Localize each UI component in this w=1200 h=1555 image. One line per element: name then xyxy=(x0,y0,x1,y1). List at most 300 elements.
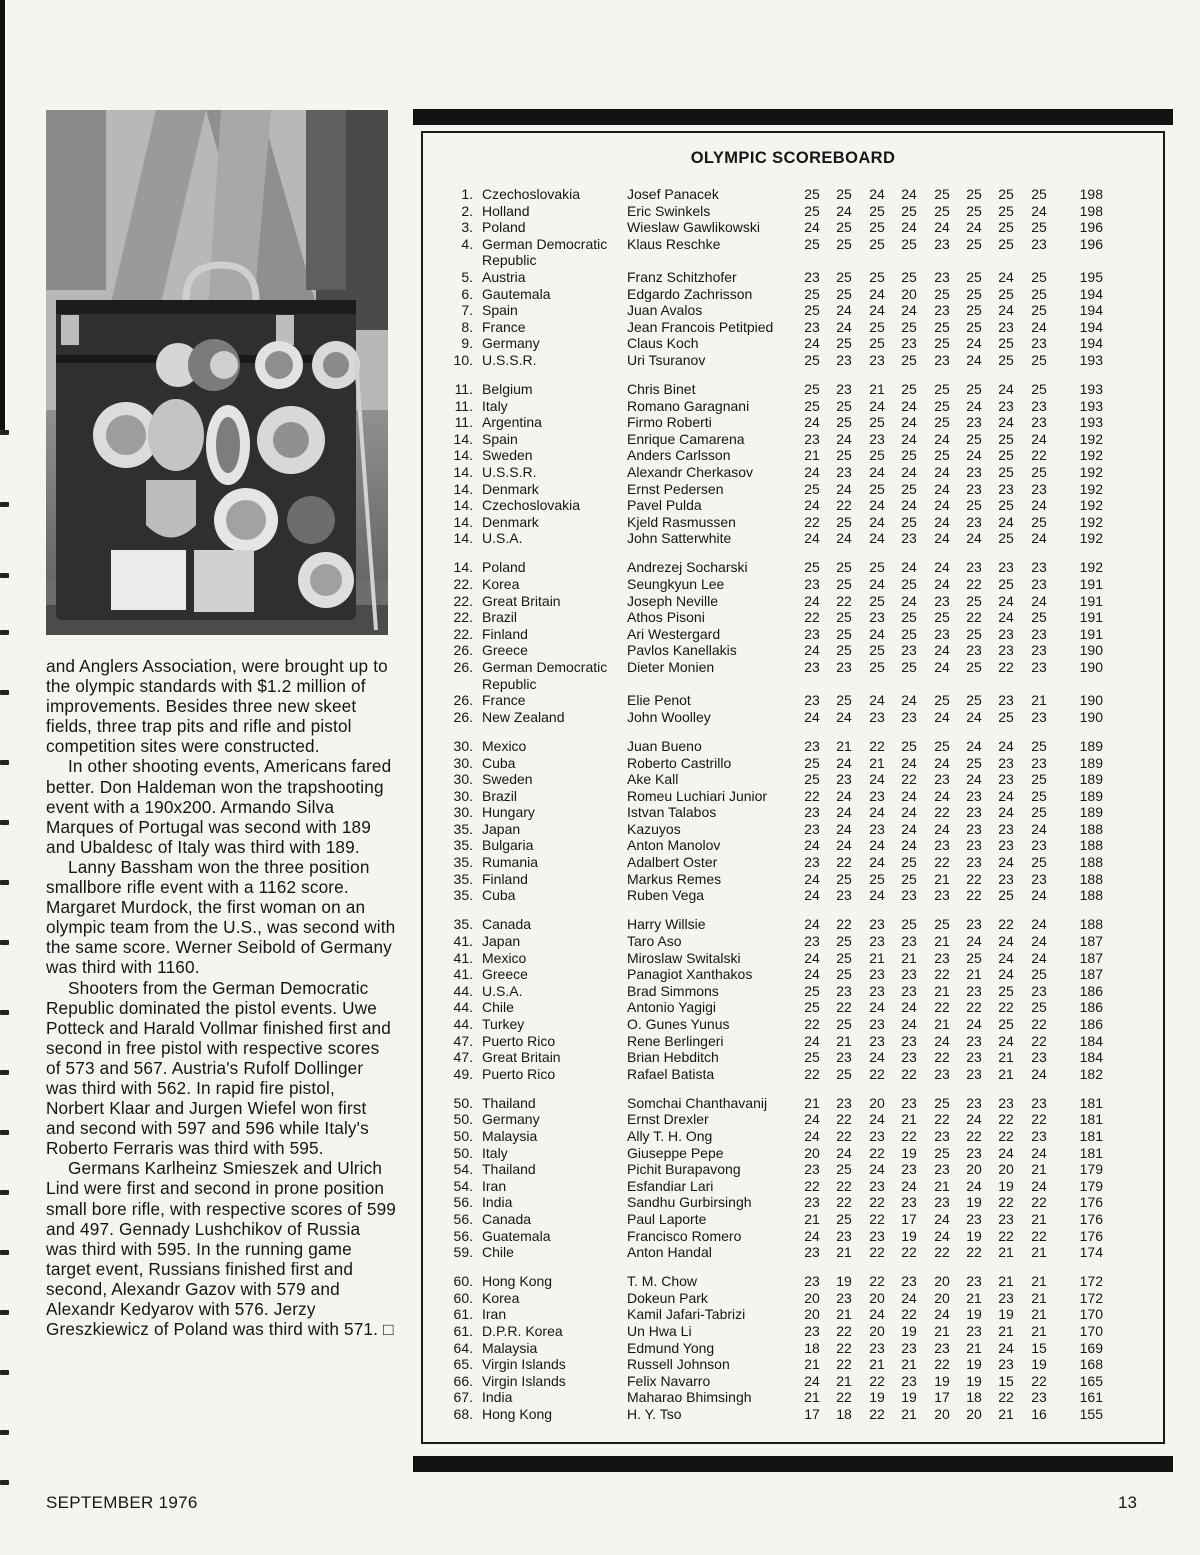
total-score-cell: 189 xyxy=(1079,737,1103,754)
country-cell: U.S.S.R. xyxy=(482,464,537,480)
country-cell: Hong Kong xyxy=(482,1405,553,1422)
rank-cell: 35. xyxy=(453,887,473,904)
rank-cell: 22. xyxy=(453,609,473,626)
round-score-cell: 24 xyxy=(998,804,1014,821)
rank-cell: 2. xyxy=(461,202,473,219)
round-score-cell: 22 xyxy=(998,916,1014,933)
total-score-cell: 196 xyxy=(1079,235,1103,252)
score-row xyxy=(423,447,1163,464)
round-score-cell: 25 xyxy=(998,285,1014,302)
round-score-cell: 25 xyxy=(836,1210,852,1227)
round-score-cell: 23 xyxy=(934,351,950,368)
round-score-cell: 19 xyxy=(901,1144,917,1161)
round-score-cell: 22 xyxy=(998,1127,1014,1144)
shooter-name-cell: Sandhu Gurbirsingh xyxy=(627,1194,752,1211)
round-score-cell: 21 xyxy=(998,1244,1014,1261)
round-score-cell: 23 xyxy=(934,1339,950,1356)
round-score-cell: 22 xyxy=(966,999,982,1016)
round-score-cell: 22 xyxy=(901,1127,917,1144)
round-score-cell: 21 xyxy=(804,1356,820,1373)
shooter-name-cell: Franz Schitzhofer xyxy=(627,268,737,285)
round-score-cell: 24 xyxy=(934,464,950,480)
country-cell-continuation: Republic xyxy=(482,252,537,269)
country-cell: Italy xyxy=(482,397,508,414)
round-score-cell: 24 xyxy=(1031,1144,1047,1161)
country-cell: Korea xyxy=(482,576,520,593)
score-row xyxy=(423,1228,1163,1245)
rank-cell: 14. xyxy=(453,530,473,547)
rank-cell: 30. xyxy=(453,754,473,771)
shooter-name-cell: John Woolley xyxy=(627,708,711,725)
round-score-cell: 25 xyxy=(836,235,852,252)
round-score-cell: 24 xyxy=(804,335,820,352)
round-score-cell: 24 xyxy=(1031,949,1047,966)
score-row xyxy=(423,464,1163,481)
shooter-name-cell: Anton Manolov xyxy=(627,837,721,854)
round-score-cell: 23 xyxy=(804,1323,820,1339)
round-score-cell: 24 xyxy=(1031,530,1047,547)
round-score-cell: 24 xyxy=(869,530,885,547)
score-row xyxy=(423,203,1163,220)
shooter-name-cell: Adalbert Oster xyxy=(627,854,718,871)
round-score-cell: 25 xyxy=(998,219,1014,236)
score-row xyxy=(423,871,1163,888)
round-score-cell: 24 xyxy=(966,771,982,788)
round-score-cell: 24 xyxy=(836,480,852,497)
rank-cell: 35. xyxy=(453,854,473,871)
round-score-cell: 25 xyxy=(869,235,885,252)
round-score-cell: 23 xyxy=(998,771,1014,788)
shooter-name-cell: Russell Johnson xyxy=(627,1356,730,1373)
round-score-cell: 23 xyxy=(836,771,852,788)
round-score-cell: 22 xyxy=(1031,1194,1047,1211)
round-score-cell: 23 xyxy=(1031,235,1047,252)
round-score-cell: 22 xyxy=(869,1244,885,1261)
shooter-name-cell: Brian Hebditch xyxy=(627,1049,719,1066)
rank-cell: 14. xyxy=(453,480,473,497)
country-cell: Korea xyxy=(482,1289,520,1306)
total-score-cell: 179 xyxy=(1079,1177,1103,1194)
country-cell: Argentina xyxy=(482,414,542,431)
round-score-cell: 23 xyxy=(901,708,917,725)
round-score-cell: 24 xyxy=(966,1111,982,1128)
round-score-cell: 24 xyxy=(869,1161,885,1178)
rank-cell: 47. xyxy=(453,1049,473,1066)
score-row xyxy=(423,983,1163,1000)
round-score-cell: 19 xyxy=(966,1194,982,1211)
round-score-cell: 23 xyxy=(998,559,1014,576)
article-paragraph: and Anglers Association, were brought up to the olympic standards with $1.2 million of improvements. Besides three new skeet fields, three trap pits and rifle and pistol competition sites were constructed. xyxy=(46,656,388,757)
total-score-cell: 189 xyxy=(1079,771,1103,788)
round-score-cell: 24 xyxy=(804,1127,820,1144)
round-score-cell: 23 xyxy=(966,559,982,576)
total-score-cell: 176 xyxy=(1079,1210,1103,1227)
total-score-cell: 184 xyxy=(1079,1049,1103,1066)
total-score-cell: 194 xyxy=(1079,335,1103,352)
total-score-cell: 191 xyxy=(1079,576,1103,593)
round-score-cell: 24 xyxy=(869,497,885,514)
round-score-cell: 23 xyxy=(998,870,1014,887)
round-score-cell: 23 xyxy=(869,1227,885,1244)
round-score-cell: 25 xyxy=(966,592,982,609)
round-score-cell: 21 xyxy=(901,1356,917,1373)
round-score-cell: 19 xyxy=(836,1273,852,1290)
round-score-cell: 22 xyxy=(998,1111,1014,1128)
total-score-cell: 169 xyxy=(1079,1339,1103,1356)
round-score-cell: 24 xyxy=(836,302,852,319)
round-score-cell: 25 xyxy=(804,235,820,252)
round-score-cell: 22 xyxy=(836,1111,852,1128)
round-score-cell: 21 xyxy=(998,1065,1014,1082)
score-row-continuation xyxy=(423,252,1163,269)
round-score-cell: 20 xyxy=(804,1289,820,1306)
round-score-cell: 24 xyxy=(966,737,982,754)
round-score-cell: 20 xyxy=(934,1405,950,1422)
round-score-cell: 23 xyxy=(934,1127,950,1144)
round-score-cell: 25 xyxy=(869,659,885,676)
round-score-cell: 23 xyxy=(998,480,1014,497)
score-row xyxy=(423,692,1163,709)
round-score-cell: 25 xyxy=(966,381,982,398)
round-score-cell: 25 xyxy=(934,381,950,398)
round-score-cell: 25 xyxy=(1031,513,1047,530)
round-score-cell: 25 xyxy=(836,186,852,202)
round-score-cell: 23 xyxy=(966,982,982,999)
round-score-cell: 24 xyxy=(998,932,1014,949)
rank-cell: 30. xyxy=(453,737,473,754)
round-score-cell: 24 xyxy=(836,787,852,804)
round-score-cell: 24 xyxy=(998,302,1014,319)
country-cell: Sweden xyxy=(482,771,533,788)
round-score-cell: 25 xyxy=(804,381,820,398)
round-score-cell: 22 xyxy=(934,999,950,1016)
page-number: 13 xyxy=(1118,1493,1137,1512)
round-score-cell: 22 xyxy=(836,916,852,933)
score-row xyxy=(423,1244,1163,1261)
country-cell: Greece xyxy=(482,642,528,659)
shooter-name-cell: Harry Willsie xyxy=(627,916,706,933)
round-score-cell: 25 xyxy=(934,335,950,352)
round-score-cell: 22 xyxy=(966,870,982,887)
round-score-cell: 24 xyxy=(869,1306,885,1323)
round-score-cell: 24 xyxy=(804,916,820,933)
round-score-cell: 24 xyxy=(934,559,950,576)
round-score-cell: 21 xyxy=(934,870,950,887)
round-score-cell: 23 xyxy=(804,1273,820,1290)
rank-cell: 59. xyxy=(453,1244,473,1261)
round-score-cell: 23 xyxy=(1031,576,1047,593)
shooter-name-cell: Chris Binet xyxy=(627,381,696,398)
shooter-name-cell: Taro Aso xyxy=(627,932,682,949)
shooter-name-cell: Brad Simmons xyxy=(627,982,719,999)
suitcase-with-travel-stickers-photo xyxy=(46,110,388,635)
round-score-cell: 23 xyxy=(998,642,1014,659)
round-score-cell: 24 xyxy=(869,837,885,854)
issue-date: SEPTEMBER 1976 xyxy=(46,1493,198,1512)
round-score-cell: 23 xyxy=(804,932,820,949)
total-score-cell: 189 xyxy=(1079,754,1103,771)
country-cell: D.P.R. Korea xyxy=(482,1323,563,1339)
shooter-name-cell: Romano Garagnani xyxy=(627,397,750,414)
rank-cell: 41. xyxy=(453,949,473,966)
round-score-cell: 23 xyxy=(836,464,852,480)
rank-cell: 64. xyxy=(453,1339,473,1356)
round-score-cell: 22 xyxy=(869,1405,885,1422)
total-score-cell: 191 xyxy=(1079,625,1103,642)
round-score-cell: 22 xyxy=(934,1356,950,1373)
rank-cell: 14. xyxy=(453,559,473,576)
round-score-cell: 22 xyxy=(901,771,917,788)
score-row xyxy=(423,609,1163,626)
round-score-cell: 24 xyxy=(804,1111,820,1128)
round-score-cell: 19 xyxy=(966,1372,982,1389)
round-score-cell: 23 xyxy=(869,609,885,626)
round-score-cell: 25 xyxy=(966,659,982,676)
round-score-cell: 25 xyxy=(966,302,982,319)
round-score-cell: 24 xyxy=(804,1372,820,1389)
rank-cell: 14. xyxy=(453,430,473,447)
round-score-cell: 24 xyxy=(934,576,950,593)
shooter-name-cell: Paul Laporte xyxy=(627,1210,707,1227)
shooter-name-cell: Ruben Vega xyxy=(627,887,705,904)
round-score-cell: 20 xyxy=(934,1273,950,1290)
round-score-cell: 21 xyxy=(934,1323,950,1339)
round-score-cell: 23 xyxy=(998,318,1014,335)
total-score-cell: 184 xyxy=(1079,1032,1103,1049)
round-score-cell: 25 xyxy=(998,335,1014,352)
total-score-cell: 192 xyxy=(1079,513,1103,530)
country-cell: Brazil xyxy=(482,787,518,804)
rank-cell: 26. xyxy=(453,642,473,659)
score-row xyxy=(423,1145,1163,1162)
round-score-cell: 25 xyxy=(966,625,982,642)
round-score-cell: 23 xyxy=(966,1049,982,1066)
round-score-cell: 25 xyxy=(804,982,820,999)
score-row xyxy=(423,236,1163,253)
round-score-cell: 23 xyxy=(901,530,917,547)
total-score-cell: 172 xyxy=(1079,1289,1103,1306)
round-score-cell: 21 xyxy=(836,1244,852,1261)
round-score-cell: 23 xyxy=(836,887,852,904)
round-score-cell: 23 xyxy=(966,1323,982,1339)
rank-cell: 5. xyxy=(461,268,473,285)
total-score-cell: 192 xyxy=(1079,447,1103,464)
round-score-cell: 23 xyxy=(998,692,1014,709)
rank-cell: 30. xyxy=(453,771,473,788)
country-cell: Japan xyxy=(482,932,521,949)
score-row xyxy=(423,1323,1163,1340)
round-score-cell: 22 xyxy=(804,1177,820,1194)
score-row xyxy=(423,1356,1163,1373)
round-score-cell: 23 xyxy=(836,1049,852,1066)
shooter-name-cell: John Satterwhite xyxy=(627,530,732,547)
round-score-cell: 21 xyxy=(836,1372,852,1389)
shooter-name-cell: T. M. Chow xyxy=(627,1273,698,1290)
round-score-cell: 21 xyxy=(998,1323,1014,1339)
round-score-cell: 23 xyxy=(901,1372,917,1389)
round-score-cell: 25 xyxy=(836,268,852,285)
country-cell: Cuba xyxy=(482,887,516,904)
total-score-cell: 188 xyxy=(1079,916,1103,933)
score-row xyxy=(423,219,1163,236)
total-score-cell: 194 xyxy=(1079,318,1103,335)
rank-cell: 26. xyxy=(453,692,473,709)
round-score-cell: 18 xyxy=(804,1339,820,1356)
round-score-cell: 23 xyxy=(1031,837,1047,854)
round-score-cell: 22 xyxy=(836,1127,852,1144)
round-score-cell: 22 xyxy=(966,1244,982,1261)
round-score-cell: 23 xyxy=(1031,480,1047,497)
round-score-cell: 24 xyxy=(966,932,982,949)
country-cell: Gautemala xyxy=(482,285,551,302)
score-row xyxy=(423,1340,1163,1357)
shooter-name-cell: Josef Panacek xyxy=(627,186,719,202)
score-row xyxy=(423,709,1163,726)
total-score-cell: 191 xyxy=(1079,592,1103,609)
round-score-cell: 23 xyxy=(804,737,820,754)
round-score-cell: 25 xyxy=(836,335,852,352)
round-score-cell: 25 xyxy=(901,659,917,676)
country-cell: Finland xyxy=(482,625,528,642)
round-score-cell: 25 xyxy=(934,609,950,626)
round-score-cell: 25 xyxy=(901,480,917,497)
shooter-name-cell: Francisco Romero xyxy=(627,1227,742,1244)
total-score-cell: 198 xyxy=(1079,186,1103,202)
round-score-cell: 24 xyxy=(804,464,820,480)
country-cell: Great Britain xyxy=(482,1049,561,1066)
round-score-cell: 22 xyxy=(998,1227,1014,1244)
rank-cell: 35. xyxy=(453,820,473,837)
rank-cell: 61. xyxy=(453,1306,473,1323)
round-score-cell: 25 xyxy=(901,609,917,626)
round-score-cell: 25 xyxy=(998,497,1014,514)
shooter-name-cell: Antonio Yagigi xyxy=(627,999,716,1016)
round-score-cell: 22 xyxy=(1031,1032,1047,1049)
round-score-cell: 22 xyxy=(836,497,852,514)
round-score-cell: 23 xyxy=(804,692,820,709)
score-row xyxy=(423,398,1163,415)
country-cell: Finland xyxy=(482,870,528,887)
total-score-cell: 174 xyxy=(1079,1244,1103,1261)
country-cell-continuation: Republic xyxy=(482,675,537,692)
round-score-cell: 25 xyxy=(998,1015,1014,1032)
round-score-cell: 21 xyxy=(804,447,820,464)
round-score-cell: 24 xyxy=(998,513,1014,530)
round-score-cell: 23 xyxy=(966,1065,982,1082)
rank-cell: 11. xyxy=(454,381,473,398)
round-score-cell: 24 xyxy=(901,837,917,854)
round-score-cell: 22 xyxy=(804,513,820,530)
round-score-cell: 22 xyxy=(1031,1372,1047,1389)
shooter-name-cell: Esfandiar Lari xyxy=(627,1177,714,1194)
round-score-cell: 25 xyxy=(934,186,950,202)
round-score-cell: 24 xyxy=(836,1144,852,1161)
round-score-cell: 23 xyxy=(804,1194,820,1211)
round-score-cell: 22 xyxy=(1031,447,1047,464)
round-score-cell: 23 xyxy=(869,966,885,983)
round-score-cell: 25 xyxy=(966,318,982,335)
round-score-cell: 23 xyxy=(1031,625,1047,642)
round-score-cell: 23 xyxy=(998,625,1014,642)
round-score-cell: 25 xyxy=(966,692,982,709)
round-score-cell: 18 xyxy=(966,1389,982,1406)
country-cell: Malaysia xyxy=(482,1127,538,1144)
rank-cell: 11. xyxy=(454,414,473,431)
round-score-cell: 21 xyxy=(966,1339,982,1356)
round-score-cell: 24 xyxy=(934,787,950,804)
round-score-cell: 17 xyxy=(804,1405,820,1422)
country-cell: Chile xyxy=(482,1244,514,1261)
round-score-cell: 24 xyxy=(901,820,917,837)
round-score-cell: 25 xyxy=(998,235,1014,252)
shooter-name-cell: Klaus Reschke xyxy=(627,235,721,252)
country-cell: Thailand xyxy=(482,1094,536,1111)
round-score-cell: 24 xyxy=(934,430,950,447)
country-cell: Denmark xyxy=(482,480,539,497)
round-score-cell: 23 xyxy=(869,430,885,447)
round-score-cell: 24 xyxy=(869,464,885,480)
rank-cell: 50. xyxy=(453,1127,473,1144)
total-score-cell: 170 xyxy=(1079,1306,1103,1323)
round-score-cell: 23 xyxy=(1031,335,1047,352)
country-cell: Belgium xyxy=(482,381,533,398)
round-score-cell: 23 xyxy=(998,397,1014,414)
country-cell: Germany xyxy=(482,1111,540,1128)
round-score-cell: 25 xyxy=(998,464,1014,480)
group-spacer xyxy=(423,904,1163,917)
round-score-cell: 23 xyxy=(934,592,950,609)
round-score-cell: 24 xyxy=(901,754,917,771)
score-row xyxy=(423,755,1163,772)
round-score-cell: 23 xyxy=(869,787,885,804)
round-score-cell: 21 xyxy=(1031,1273,1047,1290)
shooter-name-cell: Panagiot Xanthakos xyxy=(627,966,753,983)
country-cell: Puerto Rico xyxy=(482,1065,556,1082)
round-score-cell: 24 xyxy=(901,999,917,1016)
score-row xyxy=(423,1373,1163,1390)
rank-cell: 26. xyxy=(453,708,473,725)
round-score-cell: 24 xyxy=(1031,887,1047,904)
round-score-cell: 24 xyxy=(1031,916,1047,933)
score-row xyxy=(423,286,1163,303)
total-score-cell: 192 xyxy=(1079,530,1103,547)
round-score-cell: 25 xyxy=(836,870,852,887)
country-cell: Puerto Rico xyxy=(482,1032,556,1049)
round-score-cell: 21 xyxy=(1031,1161,1047,1178)
round-score-cell: 22 xyxy=(869,1194,885,1211)
round-score-cell: 25 xyxy=(1031,737,1047,754)
round-score-cell: 21 xyxy=(869,754,885,771)
score-row xyxy=(423,950,1163,967)
round-score-cell: 22 xyxy=(836,854,852,871)
total-score-cell: 187 xyxy=(1079,949,1103,966)
score-row-continuation xyxy=(423,676,1163,693)
rank-cell: 22. xyxy=(453,592,473,609)
country-cell: Mexico xyxy=(482,949,527,966)
round-score-cell: 22 xyxy=(869,1372,885,1389)
rank-cell: 4. xyxy=(461,235,473,252)
country-cell: Brazil xyxy=(482,609,518,626)
round-score-cell: 24 xyxy=(1031,430,1047,447)
shooter-name-cell: Pavel Pulda xyxy=(627,497,702,514)
country-cell: Czechoslovakia xyxy=(482,186,581,202)
total-score-cell: 165 xyxy=(1079,1372,1103,1389)
round-score-cell: 21 xyxy=(1031,1289,1047,1306)
round-score-cell: 24 xyxy=(998,268,1014,285)
total-score-cell: 186 xyxy=(1079,1015,1103,1032)
score-row xyxy=(423,1389,1163,1406)
round-score-cell: 25 xyxy=(901,870,917,887)
